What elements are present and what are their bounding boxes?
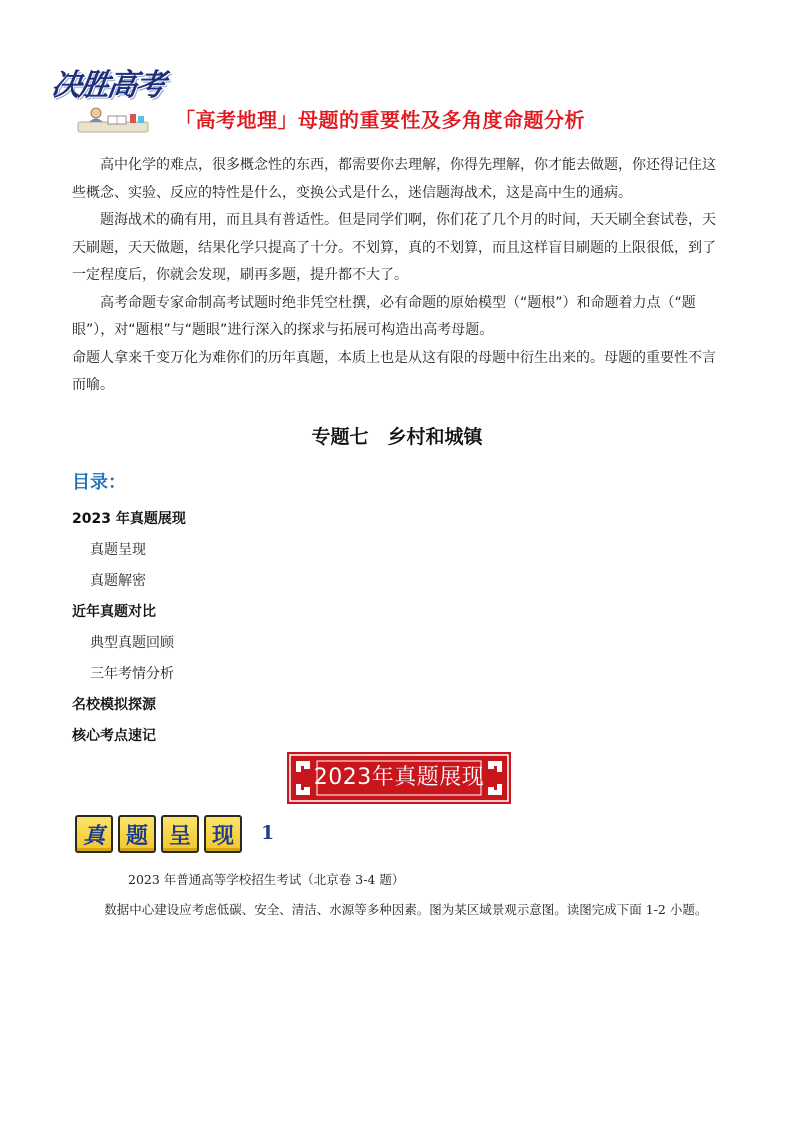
section-tile: 真 bbox=[75, 815, 113, 853]
intro-paragraph: 高中化学的难点，很多概念性的东西，都需要你去理解，你得先理解，你才能去做题，你还得记住这些概念、实验、反应的特性是什么，变换公式是什么，迷信题海战术，这是高中生的通病。 bbox=[72, 157, 716, 201]
section-tile: 现 bbox=[204, 815, 242, 853]
toc-item[interactable]: 近年真题对比 bbox=[72, 604, 156, 620]
brand-logo bbox=[44, 60, 172, 136]
toc-item[interactable]: 名校模拟探源 bbox=[72, 697, 156, 713]
toc-subitem[interactable]: 真题解密 bbox=[90, 573, 146, 589]
toc-subitem[interactable]: 三年考情分析 bbox=[90, 666, 174, 682]
topic-heading: 专题七 乡村和城镇 bbox=[311, 426, 483, 448]
question-number: 1 bbox=[261, 822, 275, 844]
logo-text: 决胜高考 bbox=[49, 68, 166, 103]
banner-label: 2023年真题展现 bbox=[313, 765, 485, 790]
toc-item[interactable]: 2023 年真题展现 bbox=[72, 511, 186, 527]
intro-paragraph: 题海战术的确有用，而且具有普适性。但是同学们啊，你们花了几个月的时间，天天刷全套试卷，天天刷题，天天做题，结果化学只提高了十分。不划算，真的不划算，而且这样盲目刷题的上限很低，到了一定程度后，你就会发现，刷再多题，提升都不大了。 bbox=[72, 212, 716, 283]
section-tile: 题 bbox=[118, 815, 156, 853]
intro-section bbox=[72, 152, 724, 400]
section-tile: 呈 bbox=[161, 815, 199, 853]
section-banner bbox=[287, 752, 511, 804]
section-tiles bbox=[75, 815, 242, 853]
toc-subitem[interactable]: 真题呈现 bbox=[90, 542, 146, 558]
toc-title: 目录： bbox=[72, 472, 126, 493]
table-of-contents bbox=[72, 504, 472, 752]
question-text-block bbox=[88, 896, 728, 923]
intro-paragraph: 高考命题专家命制高考试题时绝非凭空杜撰，必有命题的原始模型（“题根”）和命题着力点（“题眼”），对“题根”与“题眼”进行深入的探求与拓展可构造出高考母题。 bbox=[72, 294, 696, 338]
student-reading-icon bbox=[72, 104, 154, 134]
toc-item[interactable]: 核心考点速记 bbox=[72, 728, 156, 744]
document-title: 「高考地理」母题的重要性及多角度命题分析 bbox=[175, 108, 585, 132]
intro-paragraph: 命题人拿来千变万化为难你们的历年真题，本质上也是从这有限的母题中衍生出来的。母题的重要性不言而喻。 bbox=[72, 349, 716, 393]
toc-subitem[interactable]: 典型真题回顾 bbox=[90, 635, 174, 651]
question-text: 数据中心建设应考虑低碳、安全、清洁、水源等多种因素。图为某区域景观示意图。读图完成下面 1-2 小题。 bbox=[104, 902, 708, 917]
exam-source: 2023 年普通高等学校招生考试（北京卷 3-4 题） bbox=[128, 872, 405, 887]
